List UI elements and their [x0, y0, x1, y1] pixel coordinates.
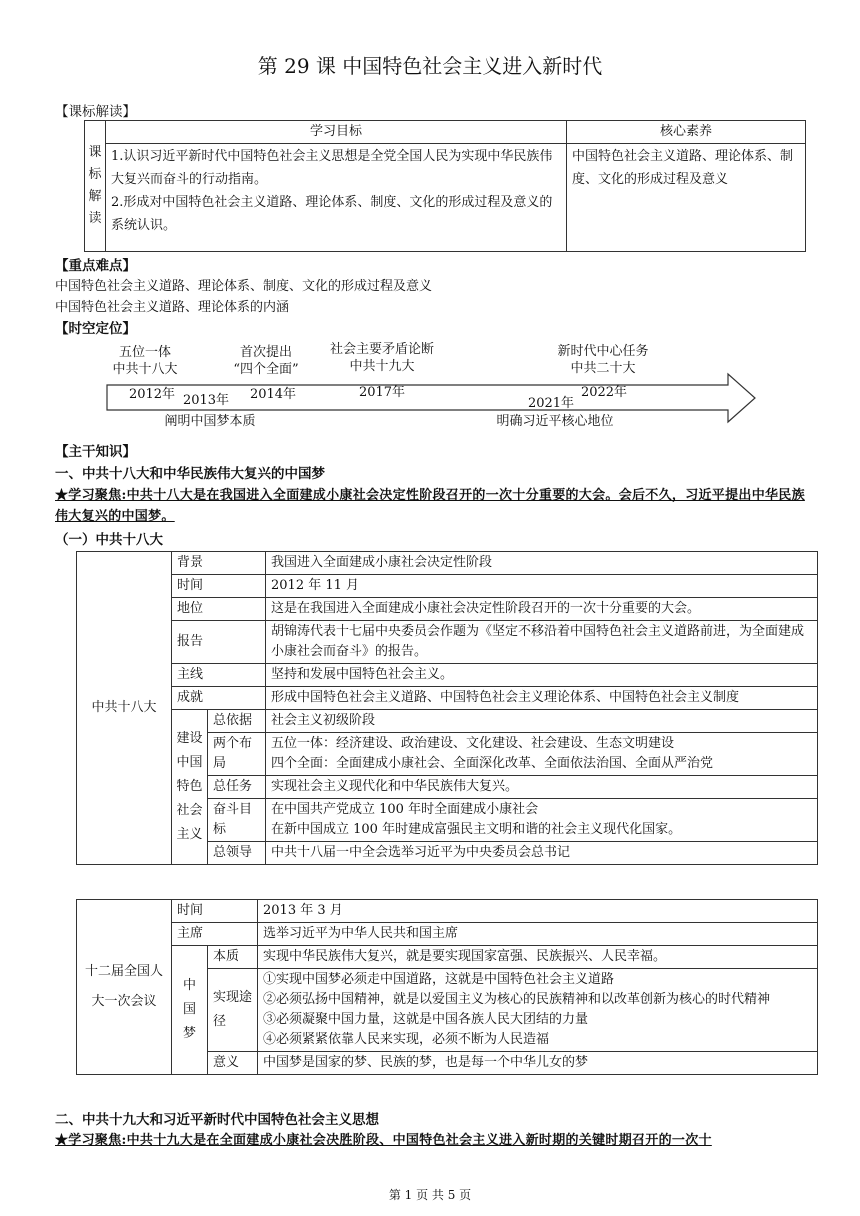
build-key: 奋斗目标 — [208, 799, 266, 842]
page-footer: 第 1 页 共 5 页 — [388, 1188, 472, 1202]
kebiao-table — [84, 120, 806, 252]
build-value: 在中国共产党成立 100 年时全面建成小康社会 在新中国成立 100 年时建成富强民主文明和谐的社会主义现代化国家。 — [266, 799, 818, 842]
build-value: 实现社会主义现代化和中华民族伟大复兴。 — [266, 776, 818, 799]
timeline-year: 2017年 — [358, 385, 406, 400]
path-item: ②必须弘扬中国精神，就是以爱国主义为核心的民族精神和以改革创新为核心的时代精神 — [263, 992, 771, 1007]
path-item: ①实现中国梦必须走中国道路，这就是中国特色社会主义道路 — [263, 972, 615, 987]
meaning-value: 中国梦是国家的梦、民族的梦，也是每一个中华儿女的梦 — [258, 1052, 818, 1075]
row-value: 这是在我国进入全面建成小康社会决定性阶段召开的一次十分重要的大会。 — [266, 598, 818, 621]
build-value: 五位一体：经济建设、政治建设、文化建设、社会建设、生态文明建设 四个全面：全面建成小康社会、全面深化改革、全面依法治国、全面从严治党 — [266, 733, 818, 776]
subsection-1-heading: （一）中共十八大 — [55, 532, 163, 548]
row-value: 选举习近平为中华人民共和国主席 — [258, 923, 818, 946]
row-key: 成就 — [172, 687, 266, 710]
col-goal-header: 学习目标 — [106, 121, 567, 144]
col-core-header: 核心素养 — [567, 121, 806, 144]
timeline-event-sub: “四个全面” — [233, 362, 299, 377]
build-key: 总领导 — [208, 842, 266, 865]
section-1-heading: 一、中共十八大和中华民族伟大复兴的中国梦 — [55, 466, 325, 482]
goal-item: 2.形成对中国特色社会主义道路、理论体系、制度、文化的形成过程及意义的系统认识。 — [111, 195, 553, 233]
row-key: 主线 — [172, 664, 266, 687]
paths-cell — [258, 969, 818, 1052]
timeline-year: 2012年 — [128, 387, 176, 402]
dream-label: 中国梦 — [172, 946, 208, 1075]
row-value: 2013 年 3 月 — [258, 900, 818, 923]
build-key: 两个布局 — [208, 733, 266, 776]
timeline-event-sub: 中共十九大 — [349, 359, 415, 374]
core-cell: 中国特色社会主义道路、理论体系、制度、文化的形成过程及意义 — [567, 144, 806, 252]
essence-key: 本质 — [208, 946, 258, 969]
timeline-event-title: 首次提出 — [239, 345, 292, 360]
row-value: 胡锦涛代表十七届中央委员会作题为《坚定不移沿着中国特色社会主义道路前进，为全面建成小康社会而奋斗》的报告。 — [266, 621, 818, 664]
build-value: 社会主义初级阶段 — [266, 710, 818, 733]
page-title: 第 29 课 中国特色社会主义进入新时代 — [257, 54, 603, 78]
main-heading: 【主干知识】 — [55, 444, 136, 460]
zhongdian-heading: 【重点难点】 — [55, 258, 136, 274]
build-key: 总依据 — [208, 710, 266, 733]
zhongdian-line: 中国特色社会主义道路、理论体系的内涵 — [55, 300, 290, 315]
kebiao-side-label: 课标解读 — [85, 121, 106, 252]
table-18th-congress — [76, 551, 818, 865]
section-2-heading: 二、中共十九大和习近平新时代中国特色社会主义思想 — [55, 1112, 379, 1128]
timeline-year: 2014年 — [249, 387, 297, 402]
timeline-year: 2022年 — [580, 385, 628, 400]
row-value: 坚持和发展中国特色社会主义。 — [266, 664, 818, 687]
timeline-year: 2013年 — [182, 393, 230, 408]
row-key: 地位 — [172, 598, 266, 621]
timeline-event-title: 新时代中心任务 — [557, 344, 649, 359]
focus-note-1: ★学习聚焦:中共十八大是在我国进入全面建成小康社会决定性阶段召开的一次十分重要的大会。会后不久，习近平提出中华民族伟大复兴的中国梦。 — [55, 488, 805, 524]
group-label-npc: 十二届全国人大一次会议 — [77, 900, 172, 1075]
kebiao-heading: 【课标解读】 — [55, 104, 136, 120]
essence-value: 实现中华民族伟大复兴，就是要实现国家富强、民族振兴、人民幸福。 — [258, 946, 818, 969]
row-value: 形成中国特色社会主义道路、中国特色社会主义理论体系、中国特色社会主义制度 — [266, 687, 818, 710]
zhongdian-line: 中国特色社会主义道路、理论体系、制度、文化的形成过程及意义 — [55, 279, 433, 294]
timeline-event-sub: 中共十八大 — [112, 362, 178, 377]
row-value: 我国进入全面建成小康社会决定性阶段 — [266, 552, 818, 575]
goals-cell — [106, 144, 567, 252]
timeline-event-title: 五位一体 — [118, 345, 171, 360]
timeline-year: 2021年 — [527, 396, 575, 411]
timeline-event-title: 社会主要矛盾论断 — [329, 342, 434, 357]
build-value: 中共十八届一中全会选举习近平为中央委员会总书记 — [266, 842, 818, 865]
path-item: ④必须紧紧依靠人民来实现，必须不断为人民造福 — [263, 1032, 550, 1047]
timeline-event-sub: 中共二十大 — [570, 361, 636, 376]
build-label: 建设中国特色社会主义 — [172, 710, 208, 865]
timeline-heading: 【时空定位】 — [55, 321, 136, 337]
timeline-event-label: 阐明中国梦本质 — [164, 414, 256, 429]
goal-item: 1.认识习近平新时代中国特色社会主义思想是全党全国人民为实现中华民族伟大复兴而奋斗的行动指南。 — [111, 149, 553, 187]
row-key: 主席 — [172, 923, 258, 946]
row-key: 时间 — [172, 575, 266, 598]
meaning-key: 意义 — [208, 1052, 258, 1075]
timeline-event-label: 明确习近平核心地位 — [496, 414, 614, 429]
row-key: 时间 — [172, 900, 258, 923]
row-value: 2012 年 11 月 — [266, 575, 818, 598]
build-key: 总任务 — [208, 776, 266, 799]
row-key: 背景 — [172, 552, 266, 575]
path-key: 实现途径 — [208, 969, 258, 1052]
focus-note-2: ★学习聚焦:中共十九大是在全面建成小康社会决胜阶段、中国特色社会主义进入新时期的关键时期召开的一次十 — [55, 1133, 712, 1148]
path-item: ③必须凝聚中国力量，这就是中国各族人民大团结的力量 — [263, 1012, 589, 1027]
group-label-18th: 中共十八大 — [77, 552, 172, 865]
row-key: 报告 — [172, 621, 266, 664]
table-12th-npc — [76, 899, 818, 1075]
